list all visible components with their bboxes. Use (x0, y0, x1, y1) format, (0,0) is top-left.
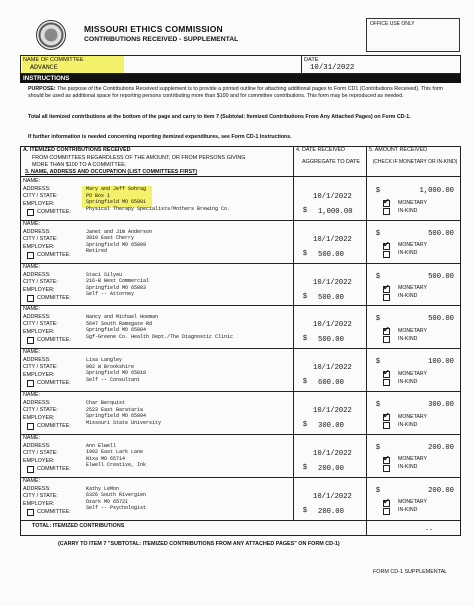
section-a-line2: MORE THAN $100 TO A COMMITTEE. (32, 162, 127, 168)
inkind-label: IN-KIND (398, 250, 418, 257)
city-label: CITY / STATE: (23, 407, 58, 413)
amount-received: 500.00 (428, 229, 454, 238)
col-divider-4 (293, 146, 294, 520)
monetary-label: MONETARY (398, 370, 427, 377)
total-value-box (366, 520, 461, 536)
contributor-name: Kathy LeMon (86, 485, 120, 492)
address-label: ADDRESS: (23, 271, 51, 278)
committee-checkbox[interactable] (27, 423, 34, 430)
missouri-seal-icon (36, 20, 66, 50)
city-label: CITY / STATE: (23, 364, 58, 371)
city-label: CITY / STATE: (23, 492, 58, 499)
monetary-label: MONETARY (398, 413, 427, 420)
contributor-city: Nixa MO 65714 (86, 455, 126, 462)
address-label: ADDRESS: (23, 186, 51, 192)
contributor-employer: Self -- Attorney (86, 291, 135, 298)
form-subtitle: CONTRIBUTIONS RECEIVED - SUPPLEMENTAL (84, 36, 239, 43)
inkind-label: IN-KIND (398, 421, 418, 428)
employer-label: EMPLOYER: (23, 329, 55, 336)
name-label: NAME: (23, 263, 41, 270)
form-footer: FORM CD-1 SUPPLEMENTAL (373, 569, 448, 575)
contributor-city: Springfield MO 65804 (86, 327, 147, 334)
committee-checkbox[interactable] (27, 252, 34, 259)
monetary-checkbox[interactable] (383, 371, 390, 378)
amount-received: 500.00 (428, 315, 454, 324)
aggregate-dollar: $ (303, 249, 307, 257)
row-divider (20, 391, 461, 392)
inkind-label: IN-KIND (398, 335, 418, 342)
contributor-address: 2523 East Barataria (86, 406, 144, 413)
row-divider (20, 477, 461, 478)
section-a-line3: 3. NAME, ADDRESS AND OCCUPATION (LIST COMMITTEES FIRST) (25, 169, 198, 175)
city-label: CITY / STATE: (23, 449, 58, 456)
amount-dollar: $ (376, 401, 380, 408)
aggregate-amount: 200.00 (318, 507, 344, 516)
inkind-label: IN-KIND (398, 507, 418, 514)
city-label: CITY / STATE: (23, 278, 58, 285)
employer-label: EMPLOYER: (23, 286, 55, 293)
aggregate-amount: 600.00 (318, 379, 344, 388)
contributor-address: 1902 East Lark Lane (86, 449, 144, 456)
aggregate-amount: 300.00 (318, 422, 344, 430)
instructions-further: If further information is needed concerning reporting itemized expenditures, see Form CD-1 Instructions. (28, 134, 292, 140)
inkind-checkbox[interactable] (383, 465, 390, 472)
employer-label: EMPLOYER: (23, 243, 55, 250)
amount-dollar: $ (376, 443, 380, 451)
amount-dollar: $ (376, 272, 380, 280)
row-divider (20, 220, 461, 221)
contributor-employer: Elwell Creative, Ink (86, 462, 147, 469)
monetary-label: MONETARY (398, 327, 427, 334)
monetary-checkbox[interactable] (383, 286, 390, 293)
date-received: 10/1/2022 (313, 235, 352, 244)
name-label: NAME: (23, 306, 41, 313)
committee-name-value: ADVANCE (30, 64, 58, 71)
contributor-address: 6326 South Rivergien (86, 492, 147, 499)
contributor-city: Ozark MO 65721 (86, 498, 129, 505)
purpose-text: The purpose of the Contributions Received supplement is to provide a printed outline for attaching additional pages to Form CD1 (Contributions Received). This form should be used as additional space for reporting persons contributing more than $100 and for committee contributions. This form may be reproduced as needed. (28, 86, 443, 99)
date-label: DATE (304, 57, 319, 63)
date-received: 10/1/2022 (313, 407, 352, 415)
contributor-name: Ann Elwell (86, 442, 117, 449)
committee-label: COMMITTEE: (37, 209, 71, 215)
inkind-checkbox[interactable] (383, 422, 390, 429)
contributor-city: Springfield MO 65810 (86, 370, 147, 377)
aggregate-dollar: $ (303, 335, 307, 343)
header-divider (20, 176, 461, 177)
col4-sub: AGGREGATE TO DATE (301, 159, 360, 165)
committee-label: COMMITTEE: (37, 380, 71, 387)
contributor-employer: Self -- Psychologist (86, 505, 147, 512)
date-received: 10/1/2022 (313, 278, 352, 287)
employer-label: EMPLOYER: (23, 500, 55, 507)
contributor-address: PO Box 1 (86, 192, 111, 199)
purpose-label: PURPOSE: (28, 86, 56, 92)
aggregate-dollar: $ (303, 378, 307, 386)
amount-received: 200.00 (428, 486, 454, 495)
aggregate-dollar: $ (303, 421, 307, 428)
contributor-address: 3810 East Cherry (86, 235, 135, 242)
city-label: CITY / STATE: (23, 193, 58, 199)
aggregate-dollar: $ (303, 463, 307, 471)
row-divider (20, 263, 461, 264)
committee-checkbox[interactable] (27, 209, 34, 216)
address-label: ADDRESS: (23, 400, 51, 406)
monetary-checkbox[interactable] (383, 457, 390, 464)
amount-received: 300.00 (428, 401, 454, 409)
section-a-line1: FROM COMMITTEES REGARDLESS OF THE AMOUNT, OR FROM PERSONS GIVING (32, 155, 246, 161)
instructions-heading: INSTRUCTIONS (20, 74, 461, 83)
inkind-label: IN-KIND (398, 464, 418, 471)
committee-checkbox[interactable] (27, 380, 34, 387)
monetary-checkbox[interactable] (383, 500, 390, 507)
contributor-name: Janet and Jim Anderson (86, 228, 153, 235)
col-divider-5 (366, 146, 367, 520)
address-label: ADDRESS: (23, 357, 51, 364)
col4-title: 4. DATE RECEIVED (296, 147, 346, 153)
city-label: CITY / STATE: (23, 321, 58, 328)
committee-label: COMMITTEE: (37, 251, 71, 258)
employer-label: EMPLOYER: (23, 201, 55, 207)
total-label: TOTAL: ITEMIZED CONTRIBUTIONS (32, 523, 125, 529)
col5-title: 5. AMOUNT RECEIVED (369, 147, 428, 153)
name-label: NAME: (23, 178, 41, 184)
office-use-box (366, 18, 460, 52)
aggregate-amount: 500.00 (318, 336, 344, 345)
contributor-city: Springfield MO 65803 (86, 284, 147, 291)
committee-label: COMMITTEE: (37, 294, 71, 301)
inkind-checkbox[interactable] (383, 336, 390, 343)
committee-checkbox[interactable] (27, 337, 34, 344)
city-label: CITY / STATE: (23, 235, 58, 242)
total-value: -- (425, 526, 433, 533)
inkind-label: IN-KIND (398, 207, 418, 214)
contributor-employer: Physical Therapy Specialists/Mothers Brewing Co. (86, 205, 231, 212)
aggregate-dollar: $ (303, 506, 307, 514)
form-title: MISSOURI ETHICS COMMISSION (84, 24, 223, 34)
contributor-address: 902 W Brookshire (86, 363, 135, 370)
committee-label: COMMITTEE: (37, 465, 71, 472)
contributor-employer: Missouri State University (86, 419, 162, 426)
name-label: NAME: (23, 349, 41, 356)
committee-checkbox[interactable] (27, 295, 34, 302)
contributor-employer: Sgf-Greene Co. Health Dept./The Diagnostic Clinic (86, 333, 234, 340)
aggregate-amount: 1,000.00 (318, 208, 353, 216)
monetary-label: MONETARY (398, 456, 427, 463)
instructions-total: Total all itemized contributions at the bottom of the page and carry to item 7 (Subtotal: Itemized Contributions From Any Attached Pages) on Form CD-1. (28, 114, 411, 120)
date-value: 10/31/2022 (310, 64, 355, 72)
committee-label: COMMITTEE: (37, 423, 71, 429)
col5-sub: (CHECK IF MONETARY OR IN-KIND) (372, 159, 458, 165)
contributor-address: 5647 South Ramsgate Rd (86, 320, 153, 327)
employer-label: EMPLOYER: (23, 415, 55, 421)
row-divider (20, 434, 461, 435)
aggregate-amount: 200.00 (318, 464, 344, 473)
monetary-label: MONETARY (398, 242, 427, 249)
inkind-checkbox[interactable] (383, 379, 390, 386)
monetary-checkbox[interactable] (383, 200, 390, 207)
amount-received: 100.00 (428, 358, 454, 367)
committee-name-label: NAME OF COMMITTEE (23, 57, 84, 63)
amount-received: 200.00 (428, 443, 454, 452)
monetary-label: MONETARY (398, 499, 427, 506)
inkind-label: IN-KIND (398, 293, 418, 300)
monetary-label: MONETARY (398, 285, 427, 292)
contributor-name: Char Berquist (86, 400, 126, 406)
name-label: NAME: (23, 220, 41, 227)
contributor-city: Springfield MO 65804 (86, 413, 147, 419)
contributor-city: Springfield MO 65809 (86, 241, 147, 248)
inkind-checkbox[interactable] (383, 508, 390, 515)
address-label: ADDRESS: (23, 228, 51, 235)
name-label: NAME: (23, 392, 41, 398)
committee-label: COMMITTEE: (37, 337, 71, 344)
monetary-checkbox[interactable] (383, 414, 390, 421)
amount-dollar: $ (376, 187, 380, 194)
date-received: 10/1/2022 (313, 364, 352, 373)
address-label: ADDRESS: (23, 314, 51, 321)
monetary-checkbox[interactable] (383, 328, 390, 335)
amount-received: 1,000.00 (419, 187, 454, 195)
aggregate-amount: 500.00 (318, 293, 344, 302)
aggregate-amount: 500.00 (318, 250, 344, 259)
row-divider (20, 305, 461, 306)
contributor-name: Nancy and Michael Hoeman (86, 314, 159, 321)
employer-label: EMPLOYER: (23, 457, 55, 464)
amount-dollar: $ (376, 486, 380, 494)
amount-received: 500.00 (428, 272, 454, 281)
amount-dollar: $ (376, 229, 380, 237)
contributor-city: Springfield MO 65801 (86, 199, 147, 205)
amount-dollar: $ (376, 315, 380, 323)
name-label: NAME: (23, 434, 41, 441)
section-a-title: A. ITEMIZED CONTRIBUTIONS RECEIVED (23, 147, 131, 153)
monetary-label: MONETARY (398, 199, 427, 206)
date-received: 10/1/2022 (313, 449, 352, 458)
instructions-purpose (28, 86, 448, 100)
date-received: 10/1/2022 (313, 193, 352, 201)
committee-label: COMMITTEE: (37, 508, 71, 515)
name-label: NAME: (23, 477, 41, 484)
contributor-employer: Retired (86, 248, 108, 255)
aggregate-dollar: $ (303, 207, 307, 214)
aggregate-dollar: $ (303, 292, 307, 300)
office-use-label: OFFICE USE ONLY (370, 21, 415, 27)
inkind-checkbox[interactable] (383, 208, 390, 215)
committee-checkbox[interactable] (27, 509, 34, 516)
row-divider (20, 348, 461, 349)
address-label: ADDRESS: (23, 442, 51, 449)
contributor-address: 216-B West Commercial (86, 278, 150, 285)
contributor-name: Lisa Langley (86, 357, 123, 364)
monetary-checkbox[interactable] (383, 243, 390, 250)
employer-label: EMPLOYER: (23, 372, 55, 379)
committee-checkbox[interactable] (27, 466, 34, 473)
inkind-label: IN-KIND (398, 378, 418, 385)
amount-dollar: $ (376, 358, 380, 366)
contributor-employer: Self -- Consultant (86, 376, 141, 383)
date-received: 10/1/2022 (313, 321, 352, 330)
inkind-checkbox[interactable] (383, 294, 390, 301)
contributor-name: Mary and Jeff Sohrag (86, 186, 147, 192)
date-received: 10/1/2022 (313, 492, 352, 501)
address-label: ADDRESS: (23, 485, 51, 492)
inkind-checkbox[interactable] (383, 251, 390, 258)
contributor-name: Staci Silyeu (86, 271, 123, 278)
total-carry-note: (CARRY TO ITEM 7 "SUBTOTAL: ITEMIZED CONTRIBUTIONS FROM ANY ATTACHED PAGES" ON FORM CD-1) (58, 541, 340, 547)
